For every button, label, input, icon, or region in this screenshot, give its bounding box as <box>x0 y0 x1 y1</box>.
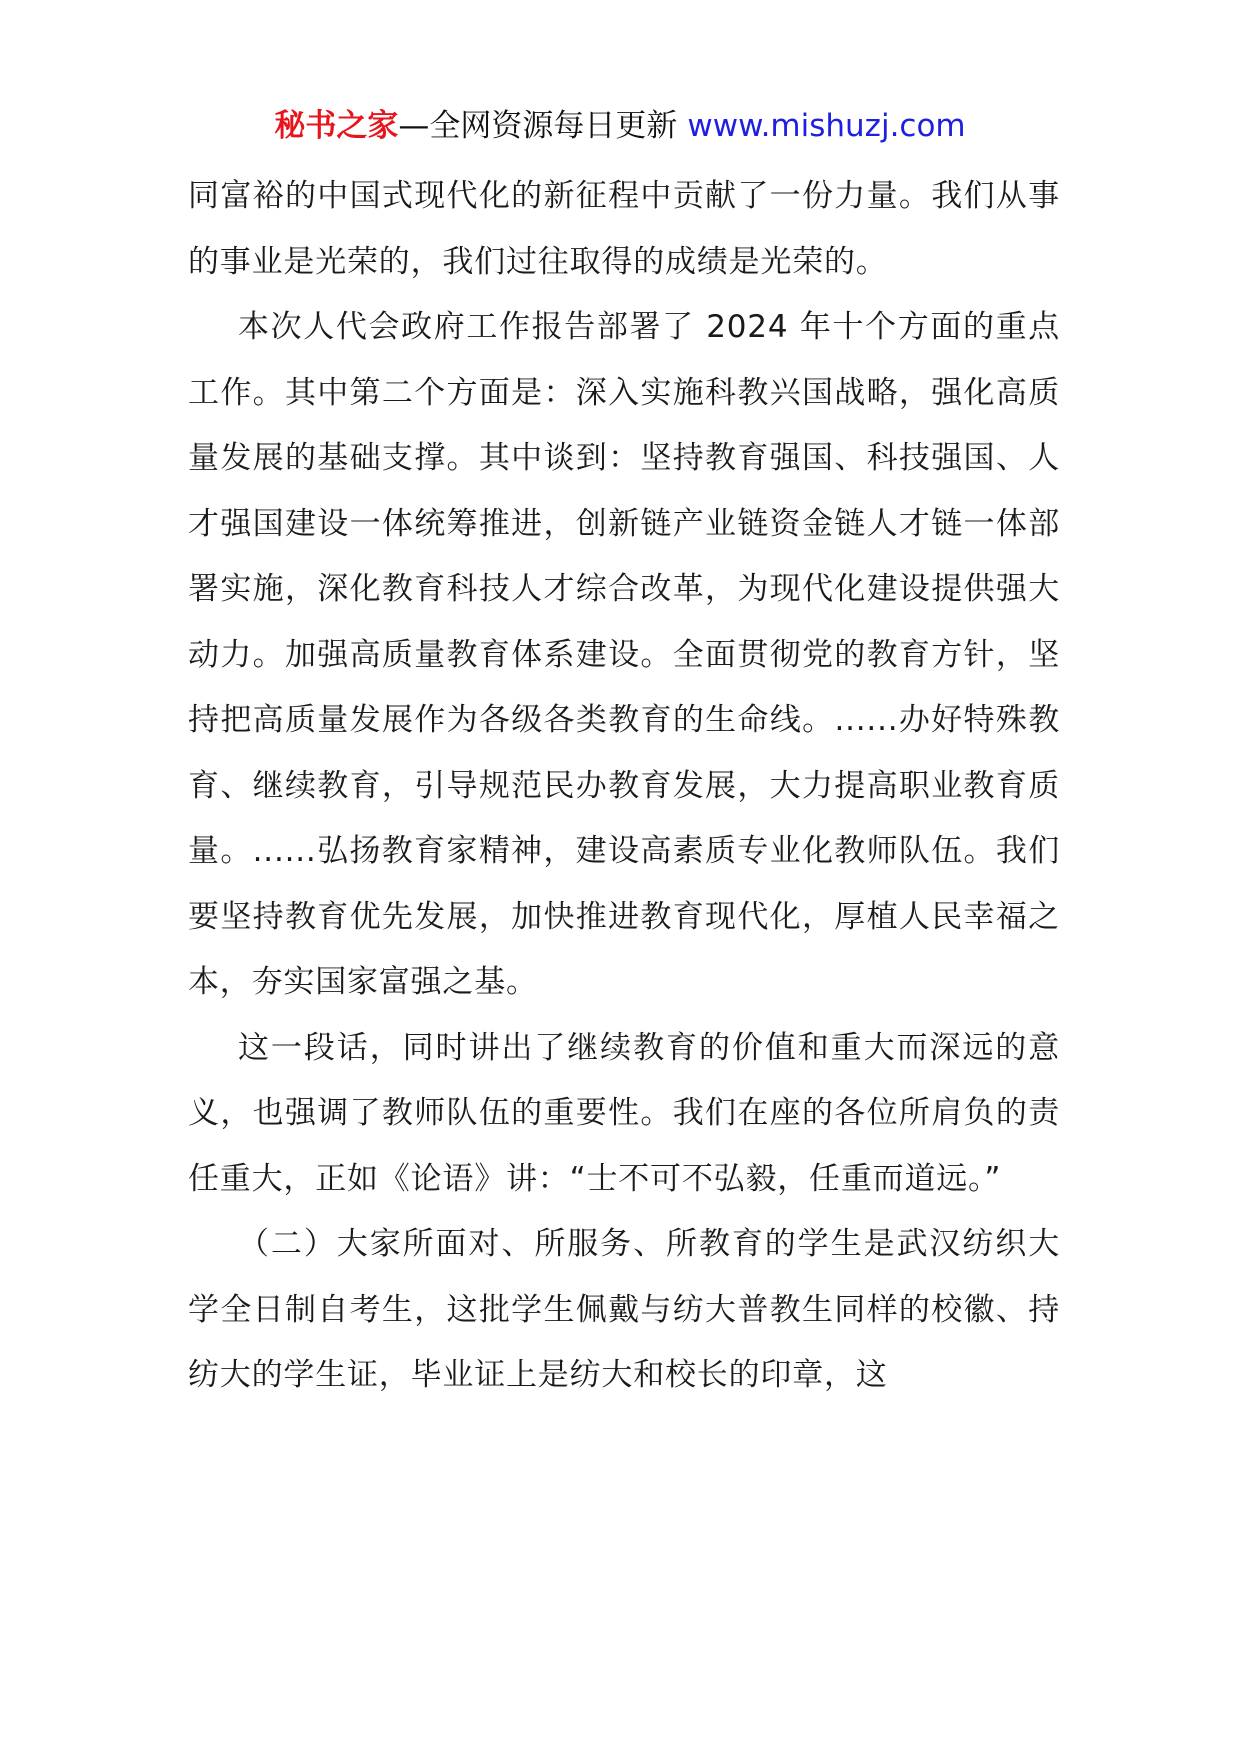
paragraph-section-two: （二）大家所面对、所服务、所教育的学生是武汉纺织大学全日制自考生，这批学生佩戴与纺大普教生同样的校徽、持纺大的学生证，毕业证上是纺大和校长的印章，这 <box>188 1226 1060 1393</box>
brand-name: 秘书之家 <box>274 108 399 144</box>
page-header <box>0 104 1240 148</box>
paragraph-continued: 同富裕的中国式现代化的新征程中贡献了一份力量。我们从事的事业是光荣的，我们过往取得的成绩是光荣的。 <box>188 178 1060 280</box>
document-body <box>188 164 1060 1409</box>
paragraph-work-report: 本次人代会政府工作报告部署了 2024 年十个方面的重点工作。其中第二个方面是：深入实施科教兴国战略，强化高质量发展的基础支撑。其中谈到：坚持教育强国、科技强国、人才强国建设一体统筹推进，创新链产业链资金链人才链一体部署实施，深化教育科技人才综合改革，为现代化建设提供强大动力。加强高质量教育体系建设。全面贯彻党的教育方针，坚持把高质量发展作为各级各类教育的生命线。......办好特殊教育、继续教育，引导规范民办教育发展，大力提高职业教育质量。......弘扬教育家精神，建设高素质专业化教师队伍。我们要坚持教育优先发展，加快推进教育现代化，厚植人民幸福之本，夯实国家富强之基。 <box>188 309 1060 1000</box>
header-tagline: —全网资源每日更新 <box>398 108 678 144</box>
paragraph-significance: 这一段话，同时讲出了继续教育的价值和重大而深远的意义，也强调了教师队伍的重要性。我们在座的各位所肩负的责任重大，正如《论语》讲：“士不可不弘毅，任重而道远。” <box>188 1029 1060 1197</box>
site-url-link[interactable]: www.mishuzj.com <box>687 108 966 144</box>
